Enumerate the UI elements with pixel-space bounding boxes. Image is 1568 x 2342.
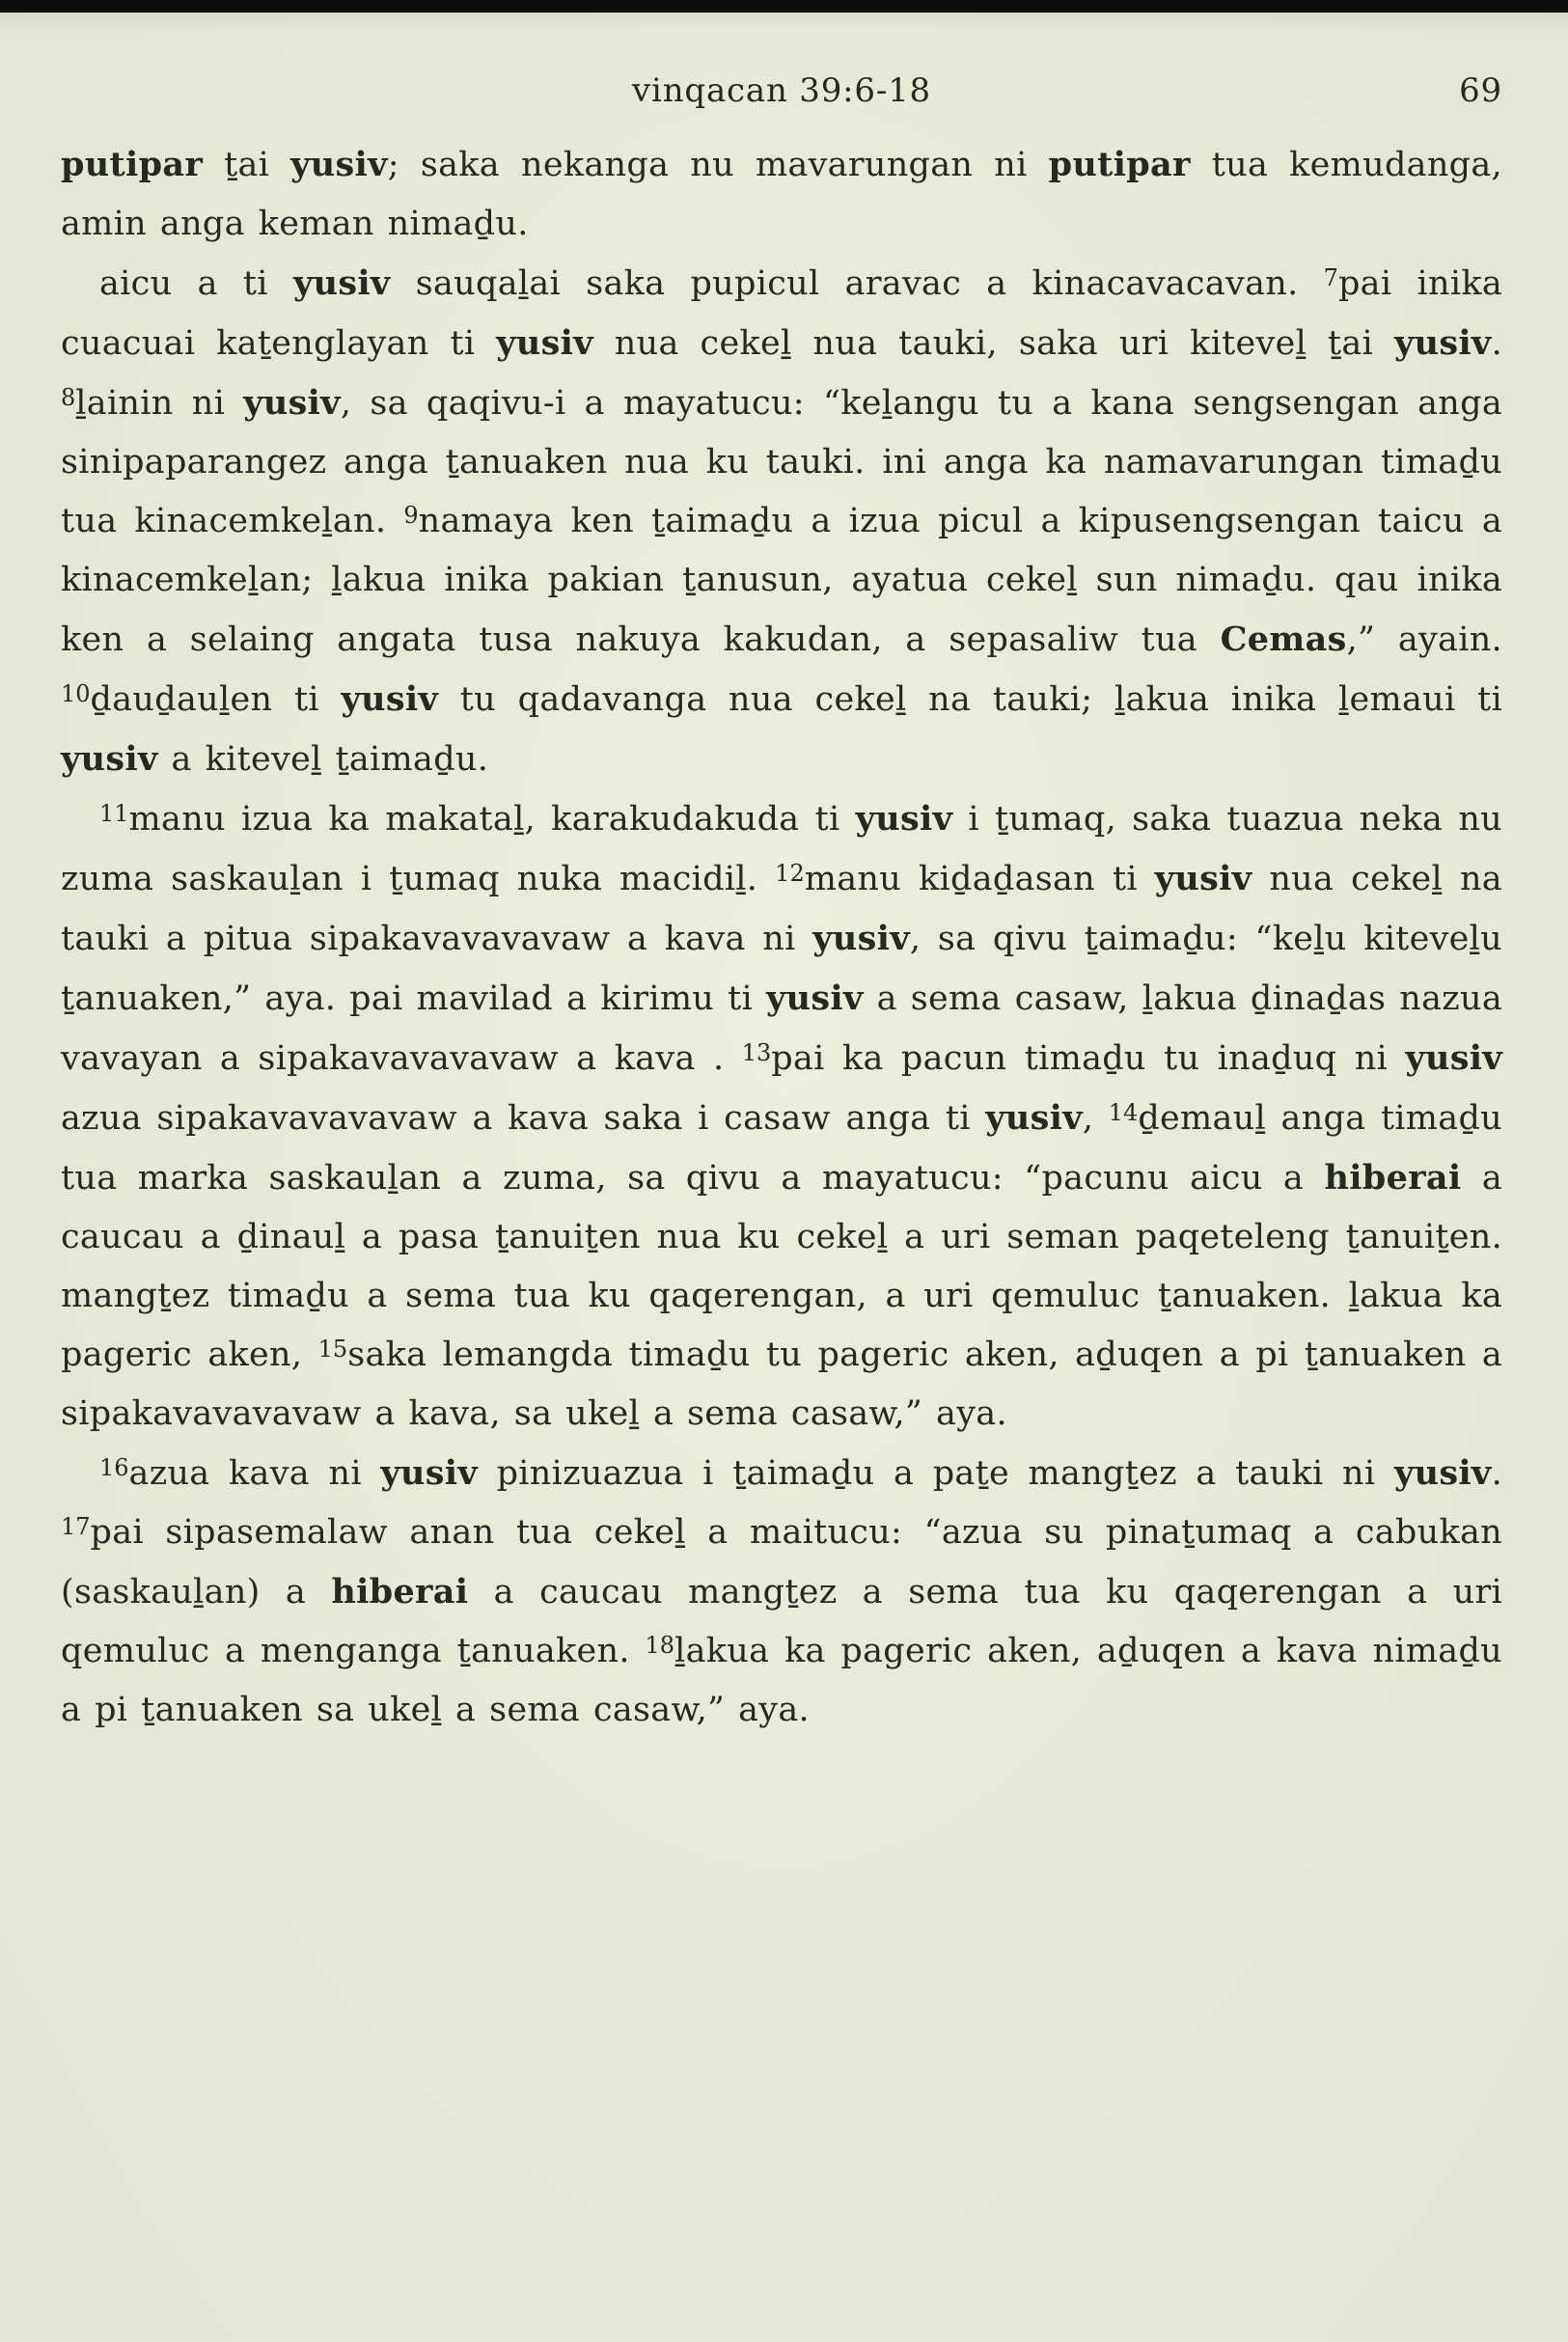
text-run: yusiv [1405, 1038, 1502, 1078]
text-run: putipar [61, 145, 204, 184]
paragraph [61, 254, 1502, 789]
text-run: pai ka pacun timaḏu tu inaḏuq ni [771, 1039, 1406, 1078]
running-head: vinqacan 39:6-18 [632, 71, 931, 110]
text-run: manu izua ka makataḻ, karakudakuda ti [128, 800, 856, 839]
paragraph [61, 789, 1502, 1444]
verse-number: 13 [741, 1039, 772, 1066]
verse-number: 9 [403, 502, 419, 529]
text-run: azua sipakavavavavaw a kava saka i casaw anga ti [61, 1099, 986, 1138]
page-number: 69 [1459, 71, 1502, 110]
text-run: ḻakua ka pageric aken, aḏuqen a kava nimaḏu a pi ṯanuaken sa ukeḻ a sema casaw,” aya. [61, 1632, 1502, 1729]
page-header [61, 71, 1502, 120]
text-run: a caucau a ḏinauḻ a pasa ṯanuiṯen nua ku cekeḻ a uri seman paqeteleng ṯanuiṯen. mangṯez timaḏu a sema tua ku qaqerengan, a uri qemuluc ṯanuaken. ḻakua ka pageric aken, [61, 1159, 1502, 1374]
text-run: hiberai [1324, 1158, 1462, 1198]
verse-number: 15 [317, 1336, 348, 1363]
verse-number: 10 [61, 680, 91, 707]
text-run: ; saka nekanga nu mavarungan ni [387, 146, 1049, 184]
text-run: tu qadavanga nua cekeḻ na tauki; ḻakua inika ḻemaui ti [438, 680, 1502, 719]
text-run: manu kiḏaḏasan ti [804, 860, 1155, 898]
text-run: pai sipasemalaw anan tua cekeḻ a maitucu: “azua su pinaṯumaq a cabukan (saskauḻan) a [61, 1513, 1502, 1612]
verse-number: 11 [99, 800, 129, 827]
text-run: nua cekeḻ na tauki a pitua sipakavavavavaw a kava ni [61, 860, 1502, 958]
text-run: yusiv [496, 323, 593, 363]
text-run: a kiteveḻ ṯaimaḏu. [157, 740, 489, 779]
body-text [61, 135, 1502, 1740]
text-run: namaya ken ṯaimaḏu a izua picul a kipusengsengan taicu a kinacemkeḻan; ḻakua inika pakian ṯanusun, ayatua cekeḻ sun nimaḏu. qau inika ken a selaing angata tusa nakuya kakudan, a sepasaliw tua [61, 502, 1502, 659]
text-run: hiberai [331, 1572, 469, 1612]
text-run: saka lemangda timaḏu tu pageric aken, aḏuqen a pi ṯanuaken a sipakavavavavaw a kava, sa ukeḻ a sema casaw,” aya. [61, 1336, 1502, 1433]
text-run: yusiv [1154, 859, 1252, 898]
paragraph [61, 1444, 1502, 1740]
text-run: a caucau mangṯez a sema tua ku qaqerengan a uri qemuluc a menganga ṯanuaken. [61, 1573, 1502, 1670]
text-run: yusiv [985, 1098, 1083, 1138]
text-run: yusiv [855, 799, 953, 839]
text-run: ḏauḏauḻen ti [90, 680, 342, 719]
text-run: a sema casaw, ḻakua ḏinaḏas nazua vavayan a sipakavavavavaw a kava . [61, 979, 1502, 1078]
verse-number: 7 [1323, 264, 1338, 291]
verse-number: 14 [1108, 1099, 1139, 1126]
text-run: ḏemauḻ anga timaḏu tua marka saskauḻan a zuma, sa qivu a mayatucu: “pacunu aicu a [61, 1099, 1502, 1198]
text-run: ṯai [203, 146, 291, 184]
text-run: , sa qaqivu-i a mayatucu: “keḻangu tu a kana sengsengan anga sinipaparangez anga ṯanuaken nua ku tauki. ini anga ka namavarungan timaḏu tua kinacemkeḻan. [61, 384, 1502, 540]
verse-number: 16 [99, 1454, 129, 1481]
text-run: . [1491, 324, 1502, 363]
text-run: nua cekeḻ nua tauki, saka uri kiteveḻ ṯai [592, 324, 1394, 363]
text-run: yusiv [290, 145, 388, 184]
text-run: putipar [1048, 145, 1191, 184]
text-run: ,” ayain. [1346, 620, 1502, 659]
text-run: sauqaḻai saka pupicul aravac a kinacavacavan. [390, 264, 1324, 303]
text-run: pai inika cuacuai kaṯenglayan ti [61, 264, 1502, 363]
text-run: yusiv [61, 739, 158, 779]
text-run: . [1491, 1454, 1502, 1493]
text-run: i ṯumaq, saka tuazua neka nu zuma saskauḻan i ṯumaq nuka macidiḻ. [61, 800, 1502, 898]
verse-number: 12 [775, 860, 805, 887]
text-run: yusiv [1393, 1453, 1492, 1493]
text-run: pinizuazua i ṯaimaḏu a paṯe mangṯez a tauki ni [478, 1454, 1394, 1493]
paragraph [61, 135, 1502, 254]
text-run: yusiv [292, 263, 391, 303]
text-run: yusiv [1393, 323, 1492, 363]
scan-edge-artifact [0, 0, 1568, 13]
text-run: azua kava ni [128, 1454, 381, 1493]
text-run: , [1082, 1099, 1109, 1138]
text-run: ḻainin ni [75, 384, 244, 423]
verse-number: 8 [61, 384, 76, 411]
text-run: yusiv [766, 978, 864, 1018]
text-run: yusiv [243, 383, 341, 423]
text-run: yusiv [341, 679, 439, 719]
text-run: yusiv [380, 1453, 479, 1493]
text-run: yusiv [812, 919, 910, 958]
text-run: aicu a ti [99, 264, 293, 303]
verse-number: 17 [61, 1513, 91, 1540]
verse-number: 18 [645, 1632, 675, 1659]
text-run: tua kemudanga, amin anga keman nimaḏu. [61, 146, 1502, 243]
text-run: , sa qivu ṯaimaḏu: “keḻu kiteveḻu ṯanuaken,” aya. pai mavilad a kirimu ti [61, 920, 1503, 1018]
text-run: Cemas [1220, 620, 1347, 659]
